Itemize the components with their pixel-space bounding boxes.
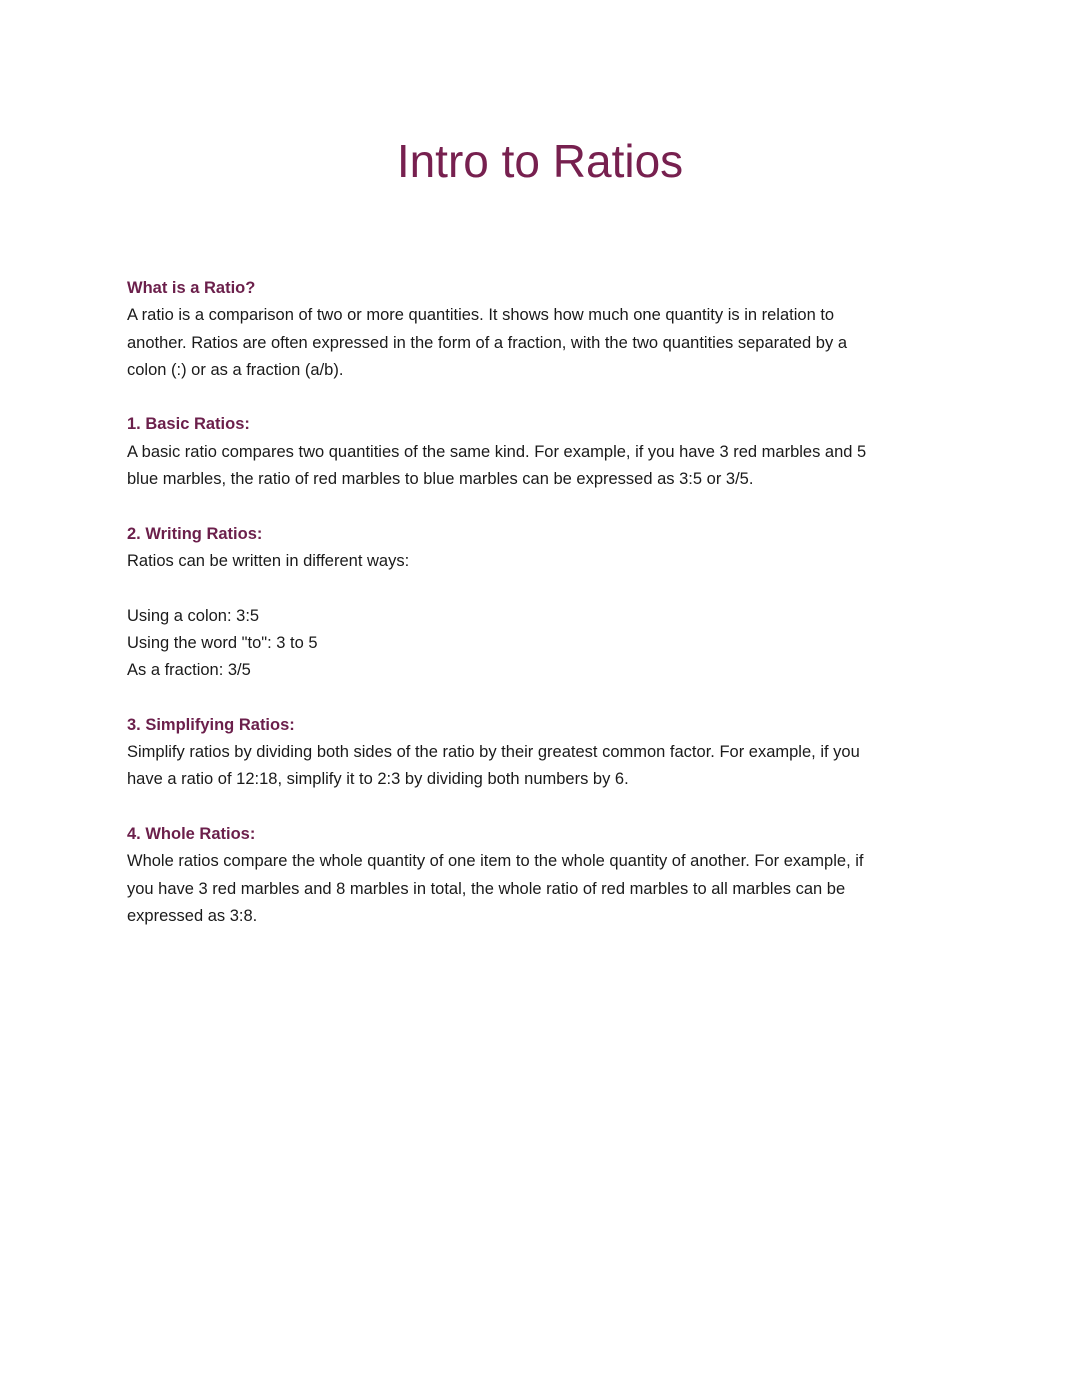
paragraph-line: blue marbles, the ratio of red marbles to blue marbles can be expressed as 3:5 or 3/5. bbox=[127, 470, 754, 489]
paragraph-line: you have 3 red marbles and 8 marbles in total, the whole ratio of red marbles to all marbles can be bbox=[127, 879, 846, 898]
paragraph-line: expressed as 3:8. bbox=[127, 906, 258, 925]
page-title: Intro to Ratios bbox=[396, 135, 684, 187]
paragraph-line: Ratios can be written in different ways: bbox=[127, 551, 410, 570]
list-item: As a fraction: 3/5 bbox=[127, 661, 251, 680]
list-item: Using a colon: 3:5 bbox=[127, 606, 260, 625]
spacer bbox=[127, 684, 957, 711]
spacer bbox=[127, 493, 957, 520]
spacer bbox=[127, 794, 957, 821]
paragraph-line: have a ratio of 12:18, simplify it to 2:3 by dividing both numbers by 6. bbox=[127, 770, 629, 789]
paragraph-line: another. Ratios are often expressed in the form of a fraction, with the two quantities separated by a bbox=[127, 333, 847, 352]
paragraph-line: Whole ratios compare the whole quantity of one item to the whole quantity of another. For example, if bbox=[127, 852, 864, 871]
spacer bbox=[127, 384, 957, 411]
paragraph-line: colon (:) or as a fraction (a/b). bbox=[127, 360, 344, 379]
section-heading-whole-ratios: 4. Whole Ratios: bbox=[127, 824, 256, 843]
paragraph-line: A ratio is a comparison of two or more quantities. It shows how much one quantity is in relation to bbox=[127, 306, 835, 325]
spacer bbox=[127, 575, 957, 602]
section-heading-what-is-ratio: What is a Ratio? bbox=[127, 279, 256, 297]
list-item: Using the word "to": 3 to 5 bbox=[127, 633, 318, 652]
paragraph-line: Simplify ratios by dividing both sides of the ratio by their greatest common factor. For example, if you bbox=[127, 743, 860, 762]
section-heading-writing-ratios: 2. Writing Ratios: bbox=[127, 524, 263, 543]
paragraph-line: A basic ratio compares two quantities of the same kind. For example, if you have 3 red marbles and 5 bbox=[127, 442, 867, 461]
section-heading-basic-ratios: 1. Basic Ratios: bbox=[127, 415, 250, 434]
document-body bbox=[127, 275, 957, 930]
section-heading-simplifying-ratios: 3. Simplifying Ratios: bbox=[127, 715, 295, 734]
